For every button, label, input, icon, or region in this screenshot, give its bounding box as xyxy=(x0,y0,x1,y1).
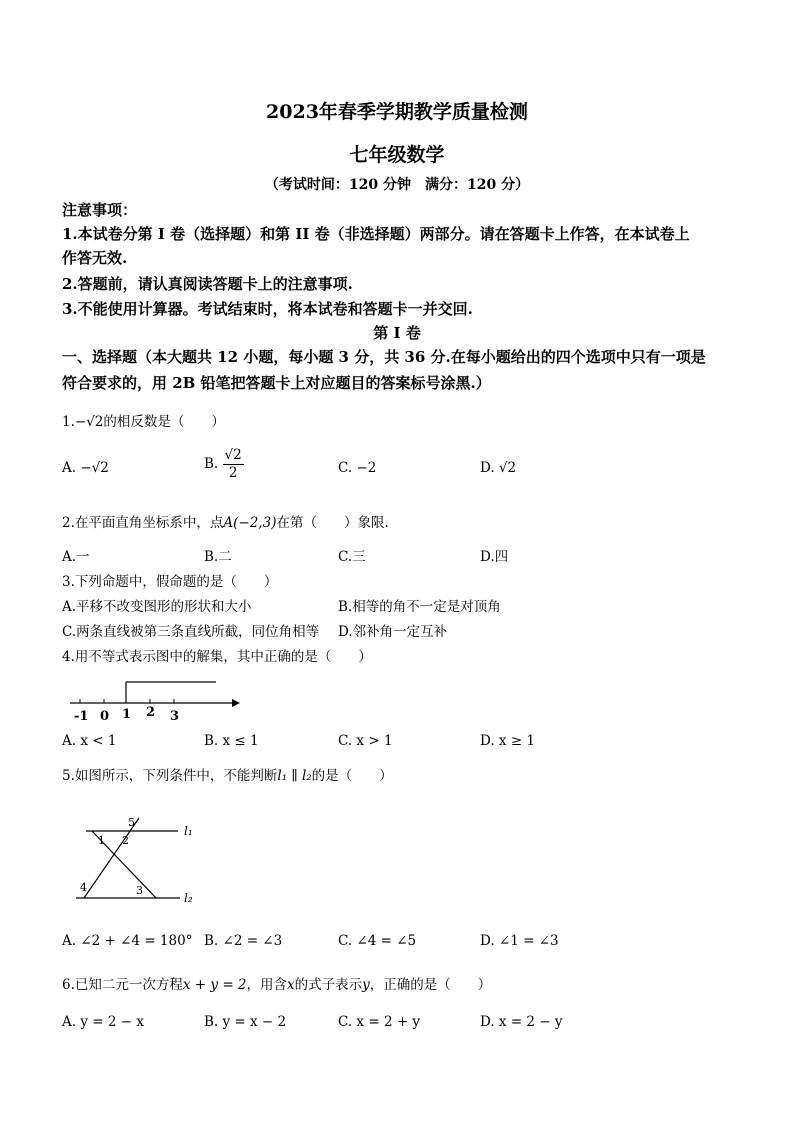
q1-option-b-label: B. xyxy=(204,456,219,472)
q4-number-line-figure xyxy=(60,676,250,726)
q5-option-d: D. ∠1 = ∠3 xyxy=(480,933,559,949)
q1-expression: −√2 xyxy=(74,414,104,430)
q1-option-a: A. −√2 xyxy=(62,460,109,476)
q2-point: A(−2,3) xyxy=(223,515,277,531)
q2-stem-suffix: 在第（ ）象限. xyxy=(276,515,389,531)
q4-option-d: D. x ≥ 1 xyxy=(480,733,536,749)
exam-info: （考试时间：120 分钟 满分：120 分） xyxy=(264,177,530,193)
notice-item-1-line-2: 作答无效. xyxy=(62,249,128,267)
q1-stem-text: 的相反数是（ ） xyxy=(103,414,225,430)
q6-stem-mid: ，用含 xyxy=(246,977,288,993)
q6-stem-suffix: ，正确的是（ ） xyxy=(369,977,492,993)
q6-option-a: A. y = 2 − x xyxy=(62,1014,144,1030)
q2-option-a: A.一 xyxy=(62,549,90,565)
q3-option-c: C.两条直线被第三条直线所截，同位角相等 xyxy=(62,624,320,640)
q1-number: 1. xyxy=(62,414,75,430)
angle-label-2: 2 xyxy=(122,834,129,847)
q3-stem: 3.下列命题中，假命题的是（ ） xyxy=(62,574,278,590)
section-heading-line-2: 符合要求的，用 2B 铅笔把答题卡上对应题目的答案标号涂黑.） xyxy=(62,374,491,392)
q6-equation: x + y = 2 xyxy=(182,977,247,993)
q3-option-d: D.邻补角一定互补 xyxy=(338,624,448,640)
transversal-2 xyxy=(84,818,139,898)
q6-var-y: y xyxy=(362,977,370,993)
q5-stem-prefix: 5.如图所示，下列条件中，不能判断 xyxy=(62,768,278,784)
q1-option-b-numerator: √2 xyxy=(224,447,242,463)
notice-item-3: 3.不能使用计算器。考试结束时，将本试卷和答题卡一并交回. xyxy=(62,300,473,318)
q2-option-b: B.二 xyxy=(204,549,232,565)
q3-option-a: A.平移不改变图形的形状和大小 xyxy=(62,599,252,615)
notice-item-2: 2.答题前，请认真阅读答题卡上的注意事项. xyxy=(62,275,353,293)
q6-var-x: x xyxy=(287,977,295,993)
q2-stem xyxy=(62,511,389,531)
axis-label-0: 0 xyxy=(100,709,110,724)
q4-option-a: A. x < 1 xyxy=(62,733,117,749)
q2-option-c: C.三 xyxy=(338,549,366,565)
notice-item-1-line-1: 1.本试卷分第 I 卷（选择题）和第 II 卷（非选择题）两部分。请在答题卡上作答，在本试卷上 xyxy=(62,225,690,243)
q6-option-d: D. x = 2 − y xyxy=(480,1014,563,1030)
number-line-arrow xyxy=(232,699,240,707)
q1-option-c: C. −2 xyxy=(338,460,377,476)
q1-option-b-fraction xyxy=(223,449,244,480)
q4-option-c: C. x > 1 xyxy=(338,733,393,749)
axis-label-2: 2 xyxy=(146,705,156,720)
q2-stem-prefix: 2.在平面直角坐标系中，点 xyxy=(62,515,224,531)
q6-option-c: C. x = 2 + y xyxy=(338,1014,421,1030)
q6-stem-mid2: 的式子表示 xyxy=(294,977,363,993)
axis-label-3: 3 xyxy=(170,709,180,724)
q5-option-c: C. ∠4 = ∠5 xyxy=(338,933,417,949)
section-heading-line-1: 一、选择题（本大题共 12 小题，每小题 3 分，共 36 分.在每小题给出的四个选项中只有一项是 xyxy=(62,348,706,366)
q6-stem-prefix: 6.已知二元一次方程 xyxy=(62,977,183,993)
q5-expression: l₁ ∥ l₂ xyxy=(277,768,312,784)
angle-label-3: 3 xyxy=(136,884,143,897)
q4-option-b: B. x ≤ 1 xyxy=(204,733,259,749)
label-l2: l₂ xyxy=(184,891,193,905)
q1-stem xyxy=(62,410,225,430)
q2-option-d: D.四 xyxy=(480,549,509,565)
label-l1: l₁ xyxy=(184,824,193,838)
volume-title: 第 I 卷 xyxy=(373,324,421,342)
q6-stem xyxy=(62,973,491,993)
q3-option-b: B.相等的角不一定是对顶角 xyxy=(338,599,501,615)
page-subtitle: 七年级数学 xyxy=(349,144,445,166)
angle-label-4: 4 xyxy=(80,881,87,894)
q5-parallel-lines-figure xyxy=(70,812,210,907)
q5-stem xyxy=(62,764,393,784)
q4-stem: 4.用不等式表示图中的解集，其中正确的是（ ） xyxy=(62,649,372,665)
q5-option-b: B. ∠2 = ∠3 xyxy=(204,933,283,949)
angle-label-5: 5 xyxy=(128,816,135,829)
q5-stem-suffix: 的是（ ） xyxy=(311,768,393,784)
q1-option-d: D. √2 xyxy=(480,460,517,476)
notice-heading: 注意事项： xyxy=(62,201,138,219)
q6-option-b: B. y = x − 2 xyxy=(204,1014,287,1030)
q5-option-a: A. ∠2 + ∠4 = 180° xyxy=(62,933,193,949)
axis-label-1: 1 xyxy=(122,707,132,722)
axis-label-minus-1: -1 xyxy=(74,709,89,724)
q1-option-b xyxy=(204,449,244,480)
page-title: 2023年春季学期教学质量检测 xyxy=(266,101,528,123)
q1-option-b-denominator: 2 xyxy=(228,464,238,481)
angle-label-1: 1 xyxy=(98,834,105,847)
